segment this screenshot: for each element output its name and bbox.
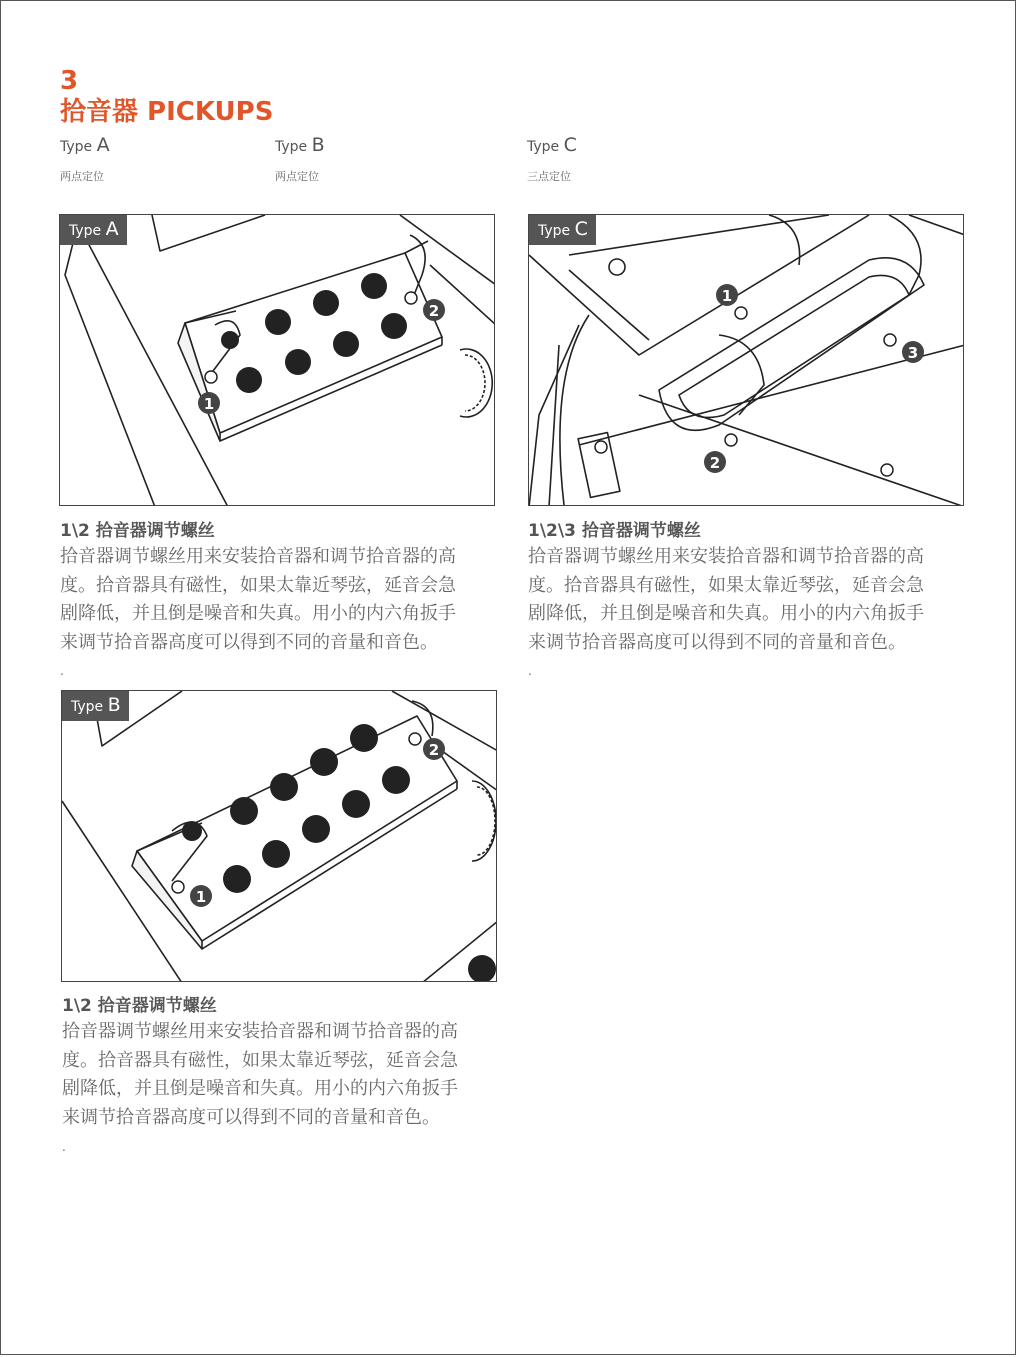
type-c-subtitle: 三点定位 xyxy=(527,170,571,183)
section-number: 3 xyxy=(60,66,79,96)
type-b-letter: B xyxy=(311,134,325,156)
caption-c-title: 1\2\3 拾音器调节螺丝 xyxy=(528,521,701,541)
figure-b-callout-2-label: 2 xyxy=(428,741,440,759)
caption-c-dot: . xyxy=(528,664,532,678)
type-b-subtitle: 两点定位 xyxy=(275,170,319,183)
caption-b-title: 1\2 拾音器调节螺丝 xyxy=(62,996,217,1016)
figure-a-tag-prefix: Type xyxy=(69,223,106,239)
figure-c-callout-2-label: 2 xyxy=(709,454,721,472)
type-a-subtitle: 两点定位 xyxy=(60,170,104,183)
caption-b-line: 剧降低，并且倒是噪音和失真。用小的内六角扳手 xyxy=(62,1078,458,1099)
type-c-heading xyxy=(527,134,577,156)
type-c-letter: C xyxy=(563,134,577,156)
caption-a-line: 度。拾音器具有磁性，如果太靠近琴弦，延音会急 xyxy=(60,574,456,596)
caption-c-line: 来调节拾音器高度可以得到不同的音量和音色。 xyxy=(528,631,906,653)
caption-a-title: 1\2 拾音器调节螺丝 xyxy=(60,521,215,541)
caption-c-line: 拾音器调节螺丝用来安装拾音器和调节拾音器的高 xyxy=(528,546,924,567)
caption-c-body xyxy=(528,543,968,657)
figure-c-tag-prefix: Type xyxy=(538,223,575,239)
caption-a-dot: . xyxy=(60,664,64,678)
figure-c-illustration xyxy=(529,215,964,506)
caption-b-line: 度。拾音器具有磁性，如果太靠近琴弦，延音会急 xyxy=(62,1049,458,1071)
caption-a-line: 来调节拾音器高度可以得到不同的音量和音色。 xyxy=(60,631,438,653)
caption-c-line: 剧降低，并且倒是噪音和失真。用小的内六角扳手 xyxy=(528,603,924,624)
caption-b-body xyxy=(62,1018,502,1132)
figure-b-tag-prefix: Type xyxy=(71,699,108,715)
caption-b-dot: . xyxy=(62,1140,66,1154)
type-a-letter: A xyxy=(96,134,110,156)
caption-b-line: 来调节拾音器高度可以得到不同的音量和音色。 xyxy=(62,1106,440,1128)
figure-b-callout-1-label: 1 xyxy=(195,888,207,906)
figure-c-callout-3-label: 3 xyxy=(907,344,919,362)
figure-a-tag-letter: A xyxy=(105,218,119,240)
caption-a-body xyxy=(60,543,500,657)
section-title: 拾音器 PICKUPS xyxy=(60,97,274,127)
type-a-heading xyxy=(60,134,110,156)
figure-a-callout-1-label: 1 xyxy=(203,395,215,413)
figure-type-a xyxy=(59,214,495,506)
figure-type-b xyxy=(61,690,497,982)
type-b-prefix: Type xyxy=(275,139,312,155)
caption-b-line: 拾音器调节螺丝用来安装拾音器和调节拾音器的高 xyxy=(62,1021,458,1042)
figure-c-callout-1-label: 1 xyxy=(721,287,733,305)
caption-c-line: 度。拾音器具有磁性，如果太靠近琴弦，延音会急 xyxy=(528,574,924,596)
figure-b-illustration xyxy=(62,691,497,982)
figure-b-tag-letter: B xyxy=(107,694,121,716)
caption-a-line: 拾音器调节螺丝用来安装拾音器和调节拾音器的高 xyxy=(60,546,456,567)
caption-a-line: 剧降低，并且倒是噪音和失真。用小的内六角扳手 xyxy=(60,603,456,624)
figure-a-illustration xyxy=(60,215,495,506)
figure-a-callout-2-label: 2 xyxy=(428,302,440,320)
figure-b-tag xyxy=(62,691,129,721)
figure-c-tag-letter: C xyxy=(574,218,588,240)
type-b-heading xyxy=(275,134,325,156)
type-c-prefix: Type xyxy=(527,139,564,155)
figure-type-c xyxy=(528,214,964,506)
type-a-prefix: Type xyxy=(60,139,97,155)
figure-a-tag xyxy=(60,215,127,245)
figure-c-tag xyxy=(529,215,596,245)
